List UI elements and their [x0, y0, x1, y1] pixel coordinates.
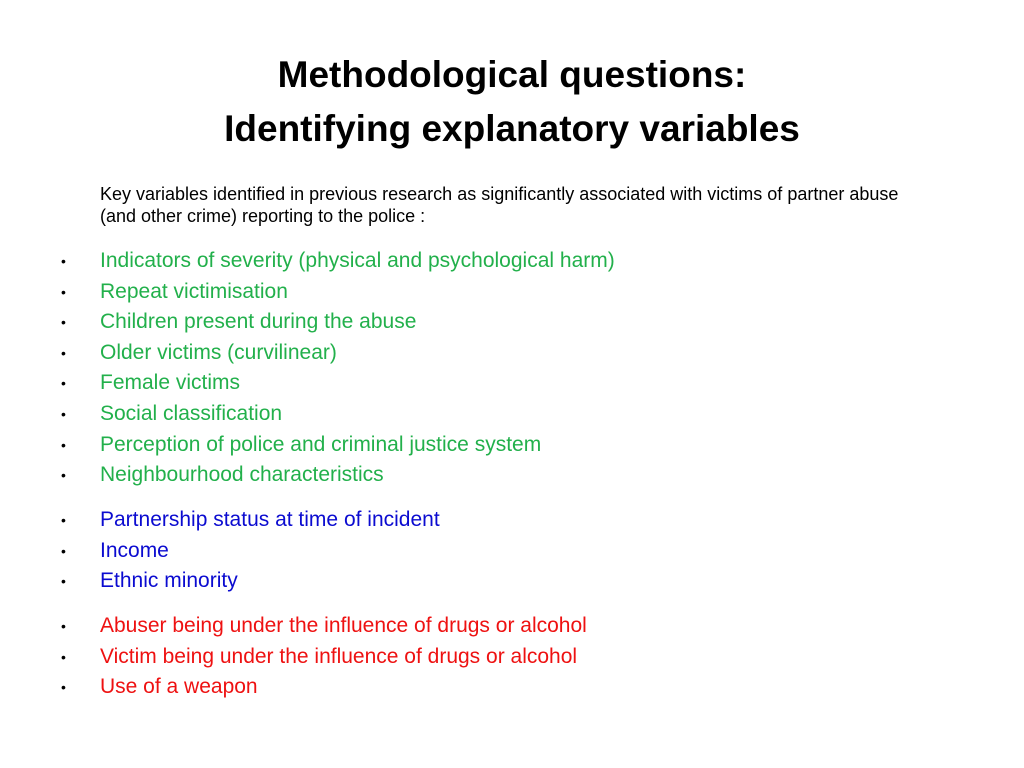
list-item: [58, 368, 958, 399]
list-item: [58, 399, 958, 430]
list-item: [58, 642, 958, 673]
bullet-icon: •: [61, 573, 66, 590]
list-item-text: Income: [100, 538, 169, 562]
list-item-text: Use of a weapon: [100, 675, 258, 699]
list-item-text: Abuser being under the influence of drugs or alcohol: [100, 614, 587, 637]
list-item-text: Victim being under the influence of drugs or alcohol: [100, 644, 578, 668]
bullet-icon: •: [61, 618, 66, 634]
bullet-icon: •: [61, 405, 66, 422]
list-item: [58, 611, 958, 642]
bullet-icon: •: [61, 512, 66, 528]
list-item: [58, 307, 958, 338]
list-item: [58, 536, 958, 567]
slide-title: [0, 48, 1024, 156]
list-item: [58, 460, 958, 491]
list-item: [58, 338, 958, 369]
list-item-text: Female victims: [100, 371, 241, 395]
list-item-text: Social classification: [100, 401, 283, 425]
bullet-icon: •: [61, 436, 66, 453]
intro-text: Key variables identified in previous research as significantly associated with victims of partner abuse (and other crime) reporting to the police :: [100, 184, 899, 226]
red-variable-list: [58, 611, 958, 703]
bullet-icon: •: [61, 344, 66, 361]
list-item: [58, 246, 958, 277]
list-item-text: Ethnic minority: [100, 569, 238, 593]
bullet-icon: •: [61, 253, 66, 269]
bullet-icon: •: [61, 542, 66, 559]
list-item-text: Children present during the abuse: [100, 310, 417, 334]
bullet-icon: •: [61, 314, 66, 331]
bullet-icon: •: [61, 283, 66, 300]
list-item-text: Repeat victimisation: [100, 279, 288, 303]
green-variable-list: [58, 246, 958, 491]
bullet-icon: •: [61, 679, 66, 696]
list-item-text: Partnership status at time of incident: [100, 508, 440, 531]
blue-variable-list: [58, 505, 958, 597]
list-item-text: Older victims (curvilinear): [100, 340, 337, 364]
list-item: [58, 566, 958, 597]
list-item-text: Indicators of severity (physical and psychological harm): [100, 249, 615, 272]
bullet-icon: •: [61, 375, 66, 392]
list-item: [58, 505, 958, 536]
bullet-icon: •: [61, 648, 66, 665]
bullet-icon: •: [61, 467, 66, 484]
list-item: [58, 430, 958, 461]
list-item-text: Neighbourhood characteristics: [100, 463, 384, 487]
list-item-text: Perception of police and criminal justice system: [100, 432, 542, 456]
title-line-2: Identifying explanatory variables: [224, 108, 800, 149]
list-item: [58, 672, 958, 703]
list-item: [58, 277, 958, 308]
title-line-1: Methodological questions:: [277, 54, 747, 95]
